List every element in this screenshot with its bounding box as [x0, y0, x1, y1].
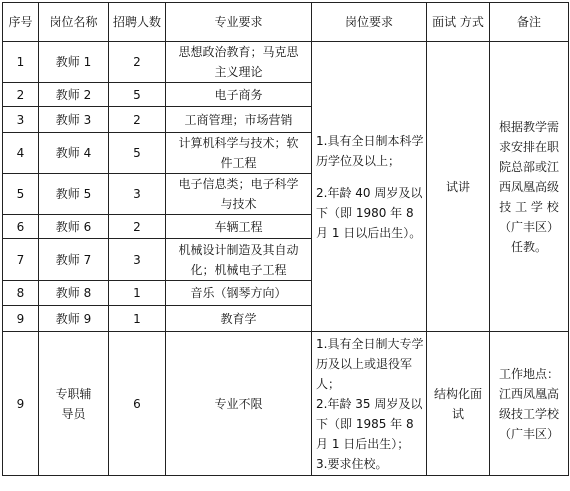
- requirement-line: 2.年龄 35 周岁及以下（即 1985 年 8 月 1 日后出生）；: [316, 396, 423, 451]
- row-count: 2: [109, 215, 166, 239]
- header-requirement: 岗位要求: [312, 3, 427, 42]
- table-row: [3, 42, 569, 83]
- counselor-requirements: [312, 332, 427, 476]
- row-position: 教师 2: [39, 83, 109, 107]
- row-count: 1: [109, 306, 166, 332]
- row-major: 车辆工程: [166, 215, 312, 239]
- row-no: 2: [3, 83, 39, 107]
- row-position: 教师 5: [39, 174, 109, 215]
- row-count: 2: [109, 107, 166, 133]
- requirement-line: 3.要求住校。: [316, 456, 388, 471]
- header-remark: 备注: [490, 3, 569, 42]
- counselor-interview-method: 结构化面试: [427, 332, 490, 476]
- header-count: 招聘人数: [109, 3, 166, 42]
- counselor-row: [3, 332, 569, 476]
- requirement-line: 1.具有全日制本科学历学位及以上；: [316, 133, 424, 168]
- row-position: 教师 6: [39, 215, 109, 239]
- row-no: 9: [3, 306, 39, 332]
- row-major: 电子信息类；电子科学与技术: [166, 174, 312, 215]
- row-no: 8: [3, 281, 39, 306]
- row-count: 2: [109, 42, 166, 83]
- requirement-line: 2.年龄 40 周岁及以下（即 1980 年 8 月 1 日以后出生）。: [316, 185, 423, 240]
- row-position: 教师 8: [39, 281, 109, 306]
- row-position: 专职辅导员: [39, 332, 109, 476]
- recruitment-table: [2, 2, 569, 476]
- row-position: 教师 7: [39, 239, 109, 281]
- row-position: 教师 9: [39, 306, 109, 332]
- row-position: 教师 1: [39, 42, 109, 83]
- row-no: 9: [3, 332, 39, 476]
- row-no: 4: [3, 133, 39, 174]
- row-no: 3: [3, 107, 39, 133]
- row-count: 1: [109, 281, 166, 306]
- row-major: 工商管理；市场营销: [166, 107, 312, 133]
- teacher-requirements: [312, 42, 427, 332]
- header-no: 序号: [3, 3, 39, 42]
- row-major: 教育学: [166, 306, 312, 332]
- header-interview: 面试 方式: [427, 3, 490, 42]
- row-major: 计算机科学与技术；软件工程: [166, 133, 312, 174]
- row-position: 教师 4: [39, 133, 109, 174]
- counselor-remark: 工作地点：江西凤凰高级技工学校（广丰区）: [490, 332, 569, 476]
- requirement-line: 1.具有全日制大专学历及以上或退役军人；: [316, 336, 424, 391]
- row-major: 电子商务: [166, 83, 312, 107]
- row-major: 机械设计制造及其自动化；机械电子工程: [166, 239, 312, 281]
- row-count: 6: [109, 332, 166, 476]
- row-no: 1: [3, 42, 39, 83]
- row-no: 5: [3, 174, 39, 215]
- row-major: 专业不限: [166, 332, 312, 476]
- row-count: 5: [109, 133, 166, 174]
- row-count: 3: [109, 239, 166, 281]
- teacher-remark: 根据教学需求安排在职院总部或江西凤凰高级技 工 学 校（广丰区）任教。: [490, 42, 569, 332]
- header-row: [3, 3, 569, 42]
- header-position: 岗位名称: [39, 3, 109, 42]
- row-count: 5: [109, 83, 166, 107]
- header-major: 专业要求: [166, 3, 312, 42]
- row-count: 3: [109, 174, 166, 215]
- row-no: 7: [3, 239, 39, 281]
- row-major: 音乐（钢琴方向）: [166, 281, 312, 306]
- row-no: 6: [3, 215, 39, 239]
- row-position: 教师 3: [39, 107, 109, 133]
- row-major: 思想政治教育；马克思主义理论: [166, 42, 312, 83]
- teacher-interview-method: 试讲: [427, 42, 490, 332]
